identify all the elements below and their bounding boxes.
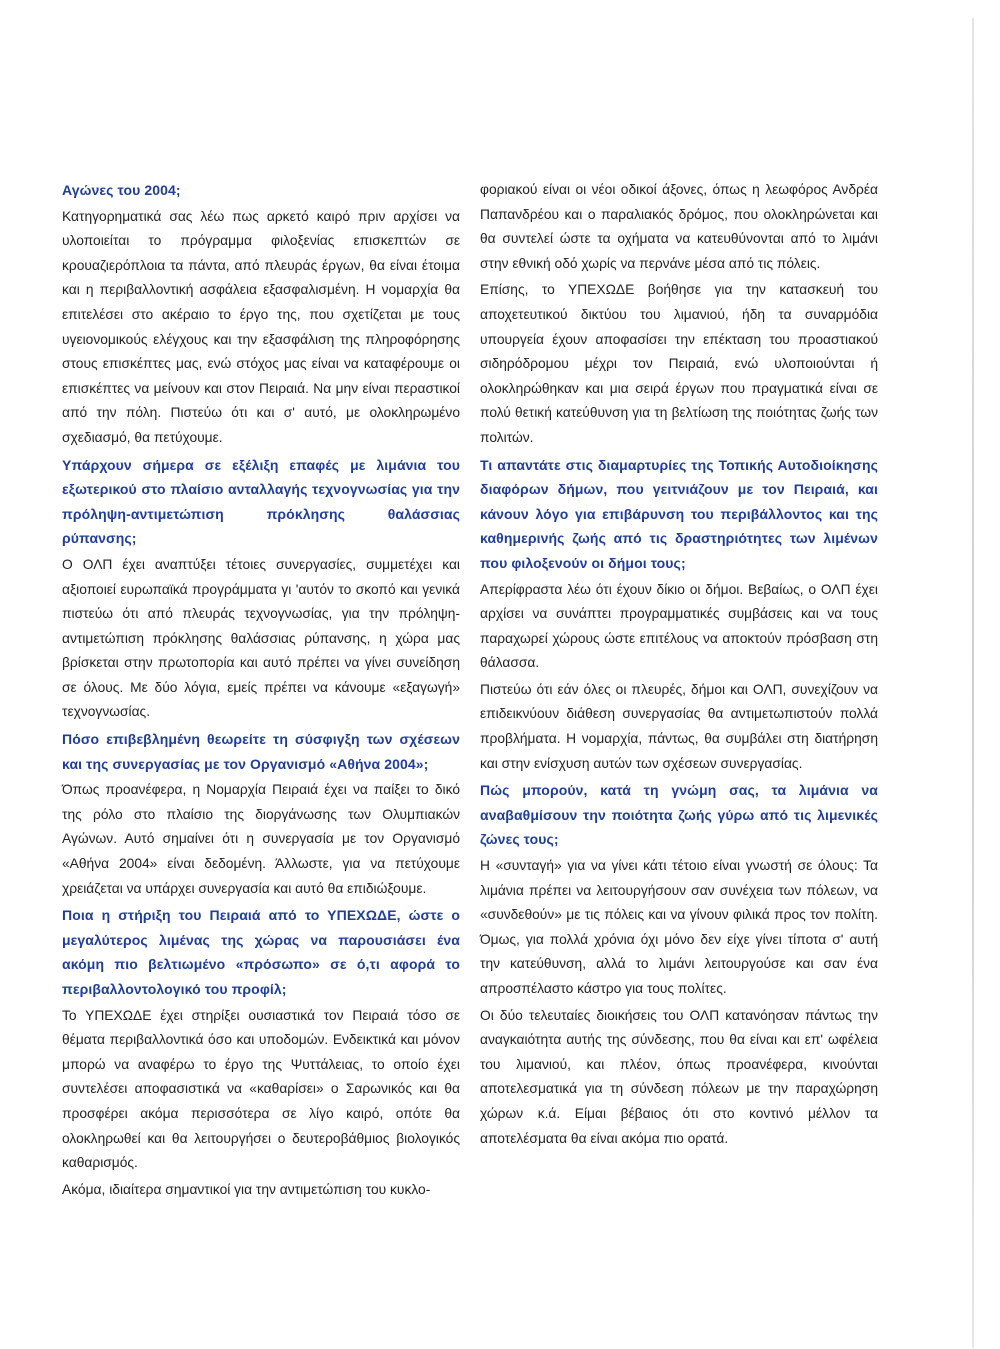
scan-edge-shadow	[972, 18, 974, 1348]
answer-paragraph: Το ΥΠΕΧΩΔΕ έχει στηρίξει ουσιαστικά τον Πειραιά τόσο σε θέματα περιβαλλοντικά όσο και υποδομών. Ενδεικτικά και μόνον μπορώ να αναφέρω το έργο της Ψυττάλειας, το οποίο έχει συντελέσει αποφασιστικά να «καθαρίσει» ο Σαρωνικός και θα προσφέρει ακόμα περισσότερα σε λίγο καιρό, οπότε θα ολοκληρωθεί και θα λειτουργήσει ο δευτεροβάθμιος βιολογικός καθαρισμός.	[62, 1007, 460, 1171]
answer-paragraph: Η «συνταγή» για να γίνει κάτι τέτοιο είναι γνωστή σε όλους: Τα λιμάνια πρέπει να λειτουργήσουν σαν συνέχεια των πόλεων, να «συνδεθούν» με τις πόλεις και να γίνουν φιλικά προς τον πολίτη. Όμως, για πολλά χρόνια όχι μόνο δεν είχε γίνει τίποτα σ' αυτή την κατεύθυνση, αλλά το λιμάνι λειτουργούσε και σαν ένα απροσπέλαστο κάστρο για τους πολίτες.	[480, 858, 878, 996]
answer-paragraph: Ο ΟΛΠ έχει αναπτύξει τέτοιες συνεργασίες, συμμετέχει και αξιοποιεί ευρωπαϊκά προγράμματα γι 'αυτόν το σκοπό και γενικά πιστεύω ότι από πλευράς τεχνογνωσίας, για την πρόληψη-αντιμετώπιση πρόκλησης θαλάσσιας ρύπανσης, η χώρα μας βρίσκεται στην πρωτοπορία και αυτό πρέπει να γίνει συνείδηση σε όλους. Με δύο λόγια, εμείς πρέπει να κάνουμε «εξαγωγή» τεχνογνωσίας.	[62, 556, 460, 720]
right-column	[480, 178, 878, 1153]
answer-paragraph: Ακόμα, ιδιαίτερα σημαντικοί για την αντιμετώπιση του κυκλο-	[62, 1181, 431, 1197]
question-paragraph: Πόσο επιβεβλημένη θεωρείτε τη σύσφιγξη των σχέσεων και της συνεργασίας με τον Οργανισμό «Αθήνα 2004»;	[62, 731, 460, 772]
question-paragraph: Υπάρχουν σήμερα σε εξέλιξη επαφές με λιμάνια του εξωτερικού στο πλαίσιο ανταλλαγής τεχνογνωσίας για την πρόληψη-αντιμετώπιση πρόκλησης θαλάσσιας ρύπανσης;	[62, 456, 460, 547]
question-paragraph: Ποια η στήριξη του Πειραιά από το ΥΠΕΧΩΔΕ, ώστε ο μεγαλύτερος λιμένας της χώρας να παρουσιάσει ένα ακόμη πιο βελτιωμένο «πρόσωπο» σε ό,τι αφορά το περιβαλλοντολογικό του προφίλ;	[62, 907, 460, 997]
answer-paragraph: Πιστεύω ότι εάν όλες οι πλευρές, δήμοι και ΟΛΠ, συνεχίζουν να επιδεικνύουν διάθεση συνεργασίας θα αντιμετωπιστούν πολλά προβλήματα. Η νομαρχία, πάντως, θα συμβάλει στη διατήρηση και στην ενίσχυση αυτών των σχέσεων συνεργασίας.	[480, 681, 878, 771]
answer-paragraph: Απερίφραστα λέω ότι έχουν δίκιο οι δήμοι. Βεβαίως, ο ΟΛΠ έχει αρχίσει να συνάπτει προγραμματικές συμβάσεις και να τους παραχωρεί χώρους ώστε επιτέλους να αποκτούν πρόσβαση στη θάλασσα.	[480, 581, 878, 671]
question-paragraph: Πώς μπορούν, κατά τη γνώμη σας, τα λιμάνια να αναβαθμίσουν την ποιότητα ζωής γύρω από τις λιμενικές ζώνες τους;	[480, 782, 878, 848]
question-paragraph: Αγώνες του 2004;	[62, 182, 181, 198]
answer-paragraph: Κατηγορηματικά σας λέω πως αρκετό καιρό πριν αρχίσει να υλοποιείται το πρόγραμμα φιλοξενίας επισκεπτών σε κρουαζιερόπλοια τα πάντα, από πλευράς έργων, θα είναι έτοιμα και η περιβαλλοντική ασφάλεια εξασφαλισμένη. Η νομαρχία θα επιτελέσει στο ακέραιο το έργο της, που σχετίζεται με τους υγειονομικούς ελέγχους και την εξασφάλιση της πληροφόρησης στους επισκέπτες μας, ενώ στόχος μας είναι να καταφέρουμε οι επισκέπτες να μείνουν και στον Πειραιά. Να μην είναι περαστικοί από την πόλη. Πιστεύω ότι και σ' αυτό, με ολοκληρωμένο σχεδιασμό, θα πετύχουμε.	[62, 208, 460, 445]
answer-paragraph: Οι δύο τελευταίες διοικήσεις του ΟΛΠ κατανόησαν πάντως την αναγκαιότητα αυτής της σύνδεσης, που θα είναι και επ' ωφέλεια του λιμανιού, και πλέον, όπως προανέφερα, κινούνται αποτελεσματικά για τη σύνδεση πόλεων με την παραχώρηση χώρων κ.ά. Είμαι βέβαιος ότι στο κοντινό μέλλον τα αποτελέσματα θα είναι ακόμα πιο ορατά.	[480, 1007, 878, 1146]
question-paragraph: Τι απαντάτε στις διαμαρτυρίες της Τοπικής Αυτοδιοίκησης διαφόρων δήμων, που γειτνιάζουν με τον Πειραιά, και κάνουν λόγο για επιβάρυνση του περιβάλλοντος και της καθημερινής ζωής από τις δραστηριότητες των λιμένων που φιλοξενούν οι δήμοι τους;	[480, 456, 878, 571]
left-column	[62, 178, 460, 1204]
answer-paragraph: Επίσης, το ΥΠΕΧΩΔΕ βοήθησε για την κατασκευή του αποχετευτικού δικτύου του λιμανιού, ήδη τα συναρμόδια υπουργεία έχουν αποφασίσει την επέκταση του προαστιακού σιδηρόδρομου μέχρι τον Πειραιά, ενώ υλοποιούνται ή ολοκληρώθηκαν και μια σειρά έργων που πραγματικά είναι σε πολύ θετική κατεύθυνση για τη βελτίωση της ποιότητας ζωής των πολιτών.	[480, 282, 878, 445]
answer-paragraph: Όπως προανέφερα, η Νομαρχία Πειραιά έχει να παίξει το δικό της ρόλο στο πλαίσιο της διοργάνωσης των Ολυμπιακών Αγώνων. Αυτό σημαίνει ότι η συνεργασία με τον Οργανισμό «Αθήνα 2004» είναι δεδομένη. Άλλωστε, για να πετύχουμε χρειάζεται να υπάρχει συνεργασία και αυτό θα επιδιώξουμε.	[62, 782, 460, 896]
answer-paragraph: φοριακού είναι οι νέοι οδικοί άξονες, όπως η λεωφόρος Ανδρέα Παπανδρέου και ο παραλιακός δρόμος, που ολοκληρώνεται και θα συντελεί ώστε τα οχήματα να κατευθύνονται από το λιμάνι στην εθνική οδό χωρίς να περνάνε μέσα από τις πόλεις.	[480, 182, 878, 271]
